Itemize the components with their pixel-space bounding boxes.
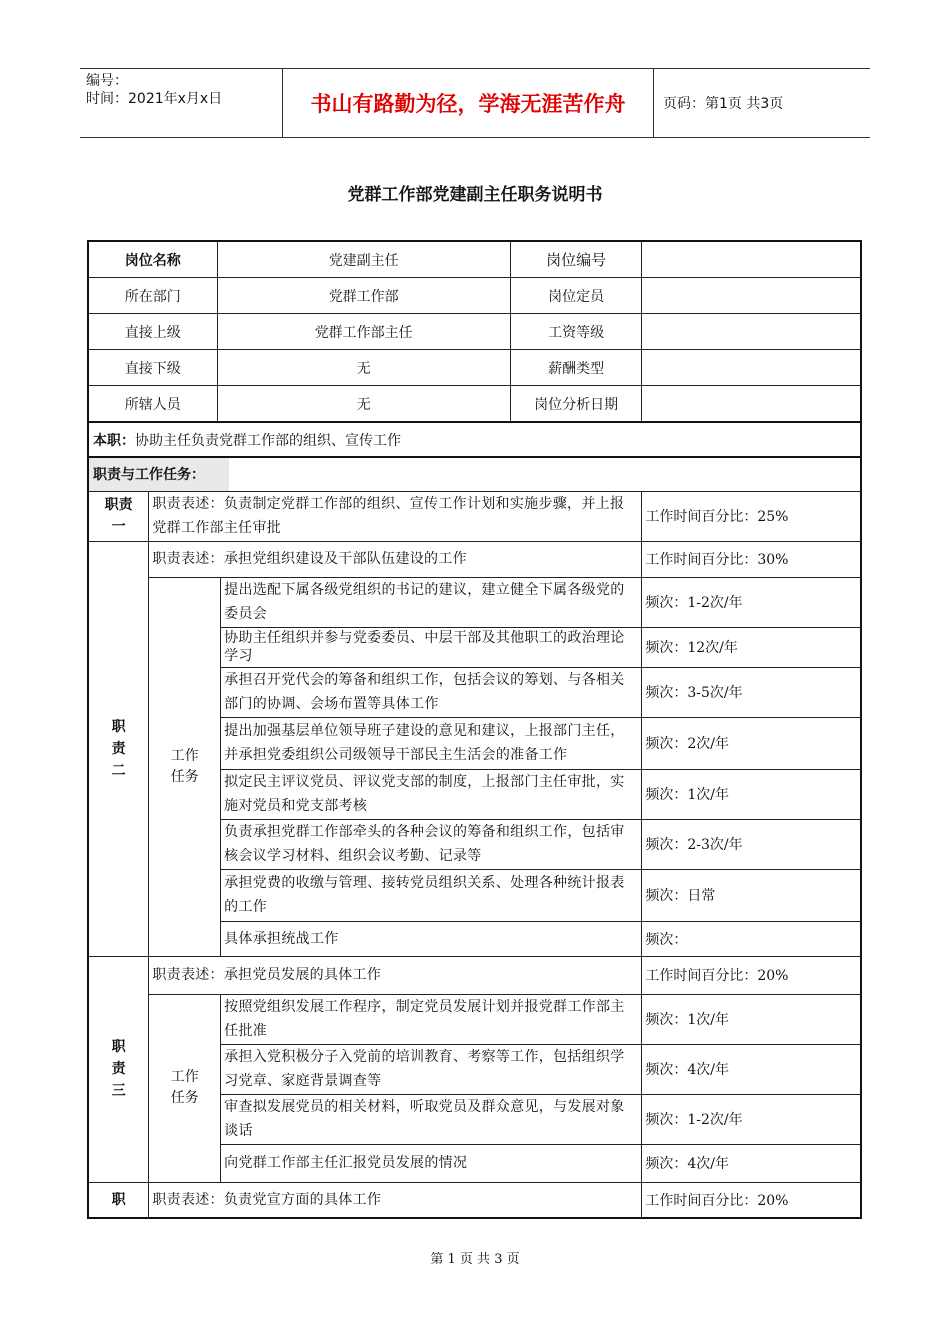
task-freq: 频次：12次/年 (642, 627, 861, 667)
time-label: 时间：2021年x月x日 (86, 91, 223, 107)
duty1-label: 职责 一 (88, 491, 149, 541)
info-value (642, 350, 861, 386)
duty4-label: 职 (88, 1182, 149, 1218)
info-row (88, 350, 861, 386)
number-label: 编号： (86, 73, 128, 89)
duty3-label: 职 责 三 (88, 956, 149, 1182)
duty2-desc: 职责表述：承担党组织建设及干部队伍建设的工作 (149, 541, 642, 577)
info-label: 岗位定员 (510, 278, 641, 314)
task-freq: 频次：日常 (642, 869, 861, 921)
info-value (642, 386, 861, 423)
task-text: 拟定民主评议党员、评议党支部的制度，上报部门主任审批，实施对党员和党支部考核 (221, 769, 642, 819)
info-label: 岗位分析日期 (510, 386, 641, 423)
task-row (88, 577, 861, 627)
job-description-table (87, 240, 862, 1219)
duties-header: 职责与工作任务： (88, 457, 861, 491)
info-label: 岗位名称 (88, 241, 217, 278)
info-label: 所辖人员 (88, 386, 217, 423)
info-row (88, 278, 861, 314)
task-freq: 频次：2次/年 (642, 717, 861, 769)
task-text: 负责承担党群工作部牵头的各种会议的筹备和组织工作，包括审核会议学习材料、组织会议考勤、记录等 (221, 819, 642, 869)
info-label: 工资等级 (510, 314, 641, 350)
duty-row (88, 1182, 861, 1218)
info-value: 党群工作部主任 (217, 314, 510, 350)
task-text: 提出加强基层单位领导班子建设的意见和建议，上报部门主任，并承担党委组织公司级领导干部民主生活会的准备工作 (221, 717, 642, 769)
header-page-label: 页码：第1页 共3页 (663, 96, 784, 112)
page-header (80, 68, 870, 138)
task-text: 承担召开党代会的筹备和组织工作，包括会议的筹划、与各相关部门的协调、会场布置等具体工作 (221, 667, 642, 717)
task-text: 具体承担统战工作 (221, 921, 642, 956)
duty4-percent: 工作时间百分比：20% (642, 1182, 861, 1218)
task-text: 按照党组织发展工作程序，制定党员发展计划并报党群工作部主任批准 (221, 994, 642, 1044)
task-freq: 频次：3-5次/年 (642, 667, 861, 717)
duty3-percent: 工作时间百分比：20% (642, 956, 861, 994)
info-label: 薪酬类型 (510, 350, 641, 386)
duty-row (88, 956, 861, 994)
task-freq: 频次：2-3次/年 (642, 819, 861, 869)
header-meta (80, 69, 282, 137)
document-title: 党群工作部党建副主任职务说明书 (347, 185, 603, 205)
task-text: 承担入党积极分子入党前的培训教育、考察等工作，包括组织学习党章、家庭背景调查等 (221, 1044, 642, 1094)
duty2-label: 职 责 二 (88, 541, 149, 956)
info-value (642, 278, 861, 314)
task-freq: 频次：4次/年 (642, 1144, 861, 1182)
task-text: 承担党费的收缴与管理、接转党员组织关系、处理各种统计报表的工作 (221, 869, 642, 921)
duty2-percent: 工作时间百分比：30% (642, 541, 861, 577)
task-text: 审查拟发展党员的相关材料，听取党员及群众意见，与发展对象谈话 (221, 1094, 642, 1144)
duty1-percent: 工作时间百分比：25% (642, 491, 861, 541)
task-freq: 频次：4次/年 (642, 1044, 861, 1094)
info-row (88, 241, 861, 278)
info-value (642, 314, 861, 350)
info-value: 党建副主任 (217, 241, 510, 278)
info-row (88, 314, 861, 350)
task-row (88, 994, 861, 1044)
page-footer: 第 1 页 共 3 页 (430, 1252, 520, 1267)
duty-row (88, 541, 861, 577)
info-label: 所在部门 (88, 278, 217, 314)
info-row (88, 386, 861, 423)
header-motto: 书山有路勤为径，学海无涯苦作舟 (282, 69, 654, 137)
task-text: 提出选配下属各级党组织的书记的建议，建立健全下属各级党的委员会 (221, 577, 642, 627)
info-value: 无 (217, 386, 510, 423)
task-text: 向党群工作部主任汇报党员发展的情况 (221, 1144, 642, 1182)
task-freq: 频次：1-2次/年 (642, 1094, 861, 1144)
benzhi-text: 协助主任负责党群工作部的组织、宣传工作 (135, 432, 401, 449)
duty3-tasks-label: 工作 任务 (149, 994, 221, 1182)
info-value (642, 241, 861, 278)
benzhi-label: 本职： (93, 432, 135, 449)
duty2-tasks-label: 工作 任务 (149, 577, 221, 956)
info-label: 直接上级 (88, 314, 217, 350)
info-label: 岗位编号 (510, 241, 641, 278)
duty-row (88, 491, 861, 541)
info-label: 直接下级 (88, 350, 217, 386)
info-value: 无 (217, 350, 510, 386)
duty3-desc: 职责表述：承担党员发展的具体工作 (149, 956, 642, 994)
benzhi-cell (88, 422, 861, 457)
duties-header-row (88, 457, 861, 491)
duty1-desc: 职责表述：负责制定党群工作部的组织、宣传工作计划和实施步骤，并上报党群工作部主任审批 (149, 491, 642, 541)
task-text: 协助主任组织并参与党委委员、中层干部及其他职工的政治理论学习 (221, 627, 642, 667)
task-freq: 频次：1-2次/年 (642, 577, 861, 627)
task-freq: 频次：1次/年 (642, 769, 861, 819)
task-freq: 频次：1次/年 (642, 994, 861, 1044)
duty4-desc: 职责表述：负责党宣方面的具体工作 (149, 1182, 642, 1218)
benzhi-row (88, 422, 861, 457)
task-freq: 频次： (642, 921, 861, 956)
info-value: 党群工作部 (217, 278, 510, 314)
